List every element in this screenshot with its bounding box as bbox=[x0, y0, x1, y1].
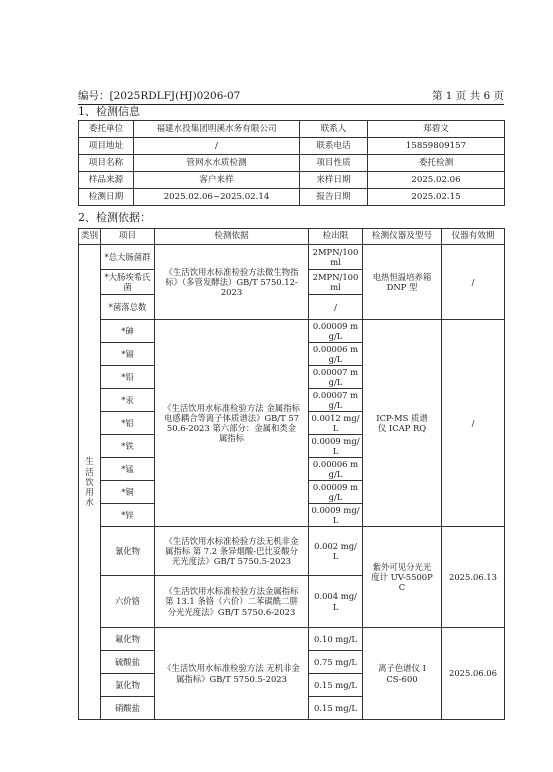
col-basis: 检测依据 bbox=[155, 229, 309, 245]
basis-cell: 《生活饮用水标准检验方法无机非金属指标 第 7.2 条异烟酸-巴比妥酸分光光度法》GB/T 5750.5-2023 bbox=[155, 527, 309, 576]
instrument-cell: ICP-MS 质谱仪 ICAP RQ bbox=[363, 320, 442, 527]
project-name-value: 管网水水质检测 bbox=[134, 155, 300, 172]
contact-value: 郑碧文 bbox=[368, 121, 505, 138]
report-number: 编号：[2025RDLFJ(HJ)0206-07 bbox=[78, 90, 241, 102]
limit-cell: 0.00006 mg/L bbox=[309, 458, 363, 481]
item-cell: *砷 bbox=[101, 320, 155, 343]
col-instrument: 检测仪器及型号 bbox=[363, 229, 442, 245]
col-validity: 仪器有效期 bbox=[442, 229, 505, 245]
item-cell: *铅 bbox=[101, 366, 155, 389]
project-type-value: 委托检测 bbox=[368, 155, 505, 172]
col-category: 类别 bbox=[79, 229, 101, 245]
table-row bbox=[79, 245, 505, 270]
limit-cell: 0.15 mg/L bbox=[309, 674, 363, 697]
validity-cell: 2025.06.13 bbox=[442, 527, 505, 628]
sample-date-value: 2025.02.06 bbox=[368, 172, 505, 189]
item-cell: *大肠埃希氏菌 bbox=[101, 270, 155, 295]
phone-value: 15859809157 bbox=[368, 138, 505, 155]
item-cell: *铝 bbox=[101, 412, 155, 435]
item-cell: 氟化物 bbox=[101, 628, 155, 651]
item-cell: 六价铬 bbox=[101, 576, 155, 628]
item-cell: *汞 bbox=[101, 389, 155, 412]
limit-cell: 0.10 mg/L bbox=[309, 628, 363, 651]
info-row bbox=[79, 189, 505, 206]
item-cell: *镉 bbox=[101, 343, 155, 366]
basis-cell: 《生活饮用水标准检验方法 无机非金属指标》GB/T 5750.5-2023 bbox=[155, 628, 309, 720]
item-cell: *锰 bbox=[101, 458, 155, 481]
contact-label: 联系人 bbox=[300, 121, 368, 138]
table-row bbox=[79, 320, 505, 343]
item-cell: *锌 bbox=[101, 504, 155, 527]
basis-cell: 《生活饮用水标准检验方法金属指标第 13.1 条铬（六价）二苯碳酰二肼分光光度法》GB/T 5750.6-2023 bbox=[155, 576, 309, 628]
info-row bbox=[79, 121, 505, 138]
project-type-label: 项目性质 bbox=[300, 155, 368, 172]
item-cell: 氰化物 bbox=[101, 527, 155, 576]
address-label: 项目地址 bbox=[79, 138, 134, 155]
basis-cell: 《生活饮用水标准检验方法 金属指标 电感耦合等离子体质谱法》GB/T 5750.6-2023 第六部分：金属和类金属指标 bbox=[155, 320, 309, 527]
section2-title: 2、检测依据： bbox=[78, 211, 151, 224]
validity-cell: / bbox=[442, 320, 505, 527]
sample-source-label: 样品来源 bbox=[79, 172, 134, 189]
col-limit: 检出限 bbox=[309, 229, 363, 245]
limit-cell: 0.00009 mg/L bbox=[309, 320, 363, 343]
limit-cell: 0.002 mg/L bbox=[309, 527, 363, 576]
limit-cell: 0.00009 mg/L bbox=[309, 481, 363, 504]
limit-cell: 0.00007 mg/L bbox=[309, 389, 363, 412]
page-indicator: 第 1 页 共 6 页 bbox=[431, 90, 504, 102]
limit-cell: 2MPN/100ml bbox=[309, 245, 363, 270]
info-row bbox=[79, 155, 505, 172]
item-cell: 硫酸盐 bbox=[101, 651, 155, 674]
col-item: 项目 bbox=[101, 229, 155, 245]
client-label: 委托单位 bbox=[79, 121, 134, 138]
limit-cell: 0.0012 mg/L bbox=[309, 412, 363, 435]
section1-title: 1、检测信息 bbox=[78, 105, 140, 118]
info-table bbox=[78, 120, 505, 206]
item-cell: *总大肠菌群 bbox=[101, 245, 155, 270]
client-value: 福建水投集团明溪水务有限公司 bbox=[134, 121, 300, 138]
validity-cell: 2025.06.06 bbox=[442, 628, 505, 720]
limit-cell: 0.00007 mg/L bbox=[309, 366, 363, 389]
item-cell: *铁 bbox=[101, 435, 155, 458]
limit-cell: 0.0009 mg/L bbox=[309, 504, 363, 527]
report-date-value: 2025.02.15 bbox=[368, 189, 505, 206]
limit-cell: 0.0009 mg/L bbox=[309, 435, 363, 458]
project-name-label: 项目名称 bbox=[79, 155, 134, 172]
report-header bbox=[78, 90, 504, 105]
report-date-label: 报告日期 bbox=[300, 189, 368, 206]
limit-cell: 0.75 mg/L bbox=[309, 651, 363, 674]
instrument-cell: 电热恒温培养箱 DNP 型 bbox=[363, 245, 442, 320]
basis-cell: 《生活饮用水标准检验方法微生物指标》（多管发酵法）GB/T 5750.12-2023 bbox=[155, 245, 309, 320]
item-cell: 氯化物 bbox=[101, 674, 155, 697]
phone-label: 联系电话 bbox=[300, 138, 368, 155]
table-row bbox=[79, 527, 505, 576]
address-value: / bbox=[134, 138, 300, 155]
validity-cell: / bbox=[442, 245, 505, 320]
limit-cell: / bbox=[309, 295, 363, 320]
item-cell: *菌落总数 bbox=[101, 295, 155, 320]
item-cell: *铜 bbox=[101, 481, 155, 504]
limit-cell: 2MPN/100ml bbox=[309, 270, 363, 295]
instrument-cell: 离子色谱仪 ICS-600 bbox=[363, 628, 442, 720]
sample-source-value: 客户来样 bbox=[134, 172, 300, 189]
category-cell: 生活饮用水 bbox=[79, 245, 101, 720]
item-cell: 硝酸盐 bbox=[101, 697, 155, 720]
info-row bbox=[79, 172, 505, 189]
info-row bbox=[79, 138, 505, 155]
limit-cell: 0.15 mg/L bbox=[309, 697, 363, 720]
test-date-value: 2025.02.06~2025.02.14 bbox=[134, 189, 300, 206]
basis-table bbox=[78, 228, 505, 720]
basis-header-row bbox=[79, 229, 505, 245]
sample-date-label: 来样日期 bbox=[300, 172, 368, 189]
test-date-label: 检测日期 bbox=[79, 189, 134, 206]
limit-cell: 0.004 mg/L bbox=[309, 576, 363, 628]
instrument-cell: 紫外可见分光光度计 UV-5500PC bbox=[363, 527, 442, 628]
table-row bbox=[79, 628, 505, 651]
limit-cell: 0.00006 mg/L bbox=[309, 343, 363, 366]
